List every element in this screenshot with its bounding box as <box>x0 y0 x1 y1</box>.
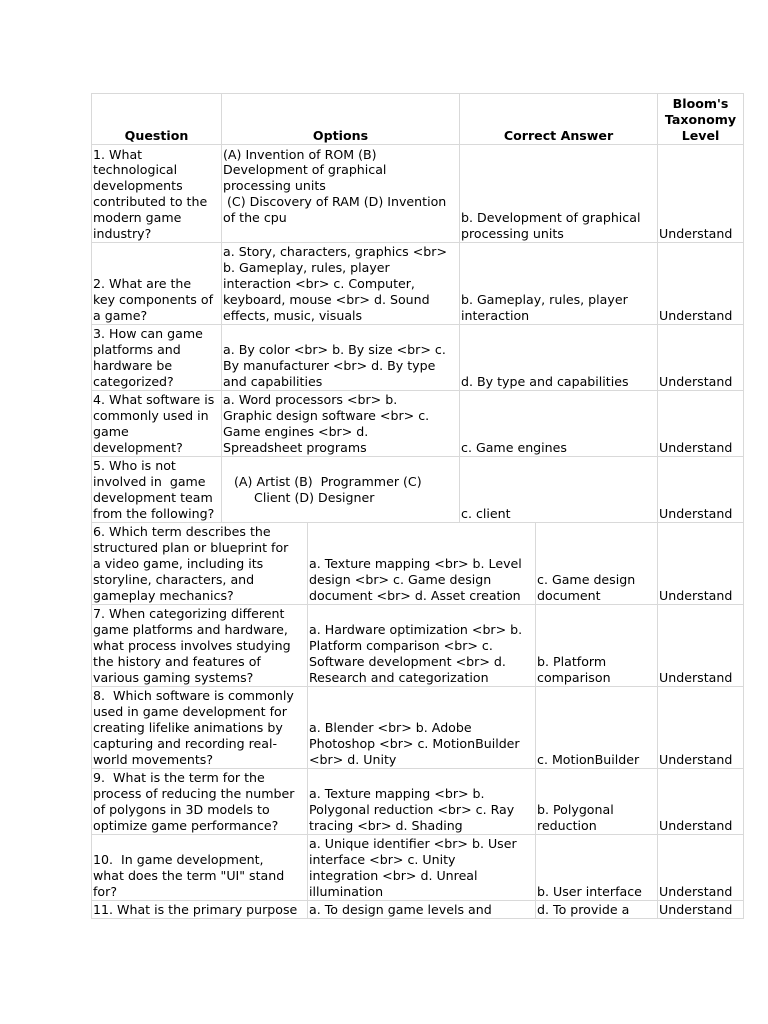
options-cell: a. Story, characters, graphics <br> b. Gameplay, rules, player interaction <br> c. Computer, keyboard, mouse <br> d. Sound effects, music, visuals <box>222 243 460 325</box>
header-options: Options <box>222 94 460 145</box>
question-cell: 9. What is the term for the process of reducing the number of polygons in 3D models to optimize game performance? <box>92 769 308 835</box>
level-cell: Understand <box>658 835 744 901</box>
level-cell: Understand <box>658 769 744 835</box>
answer-cell: d. To provide a <box>536 901 658 919</box>
options-cell: a. By color <br> b. By size <br> c. By manufacturer <br> d. By type and capabilities <box>222 325 460 391</box>
table-row <box>92 769 744 835</box>
level-cell: Understand <box>658 145 744 243</box>
header-question: Question <box>92 94 222 145</box>
answer-cell: c. MotionBuilder <box>536 687 658 769</box>
options-cell: a. Hardware optimization <br> b. Platform comparison <br> c. Software development <br> d. Research and categorization <box>308 605 536 687</box>
level-cell: Understand <box>658 523 744 605</box>
options-cell: a. To design game levels and <box>308 901 536 919</box>
question-cell: 7. When categorizing different game platforms and hardware, what process involves studying the history and features of various gaming systems? <box>92 605 308 687</box>
level-cell: Understand <box>658 687 744 769</box>
table-row <box>92 835 744 901</box>
options-cell: (A) Invention of ROM (B) Development of graphical processing units (C) Discovery of RAM (D) Invention of the cpu <box>222 145 460 243</box>
table-row <box>92 145 744 243</box>
table-row <box>92 391 744 457</box>
question-cell: 10. In game development, what does the term "UI" stand for? <box>92 835 308 901</box>
header-correct-answer: Correct Answer <box>460 94 658 145</box>
question-cell: 3. How can game platforms and hardware be categorized? <box>92 325 222 391</box>
options-cell: (A) Artist (B) Programmer (C) Client (D) Designer <box>222 457 460 523</box>
answer-cell: c. Game engines <box>460 391 658 457</box>
table-row <box>92 687 744 769</box>
options-cell: a. Word processors <br> b. Graphic design software <br> c. Game engines <br> d. Spreadsheet programs <box>222 391 460 457</box>
answer-cell: c. Game design document <box>536 523 658 605</box>
level-cell: Understand <box>658 243 744 325</box>
question-cell: 8. Which software is commonly used in game development for creating lifelike animations by capturing and recording real- world movements? <box>92 687 308 769</box>
level-cell: Understand <box>658 325 744 391</box>
options-cell: a. Texture mapping <br> b. Polygonal reduction <br> c. Ray tracing <br> d. Shading <box>308 769 536 835</box>
table-row <box>92 901 744 919</box>
answer-cell: c. client <box>460 457 658 523</box>
question-cell: 4. What software is commonly used in game development? <box>92 391 222 457</box>
question-cell: 6. Which term describes the structured plan or blueprint for a video game, including its storyline, characters, and gameplay mechanics? <box>92 523 308 605</box>
question-cell: 5. Who is not involved in game development team from the following? <box>92 457 222 523</box>
header-bloom-level: Bloom's Taxonomy Level <box>658 94 744 145</box>
answer-cell: b. User interface <box>536 835 658 901</box>
options-cell: a. Blender <br> b. Adobe Photoshop <br> c. MotionBuilder <br> d. Unity <box>308 687 536 769</box>
level-cell: Understand <box>658 391 744 457</box>
level-cell: Understand <box>658 901 744 919</box>
table-row <box>92 457 744 523</box>
options-cell: a. Unique identifier <br> b. User interface <br> c. Unity integration <br> d. Unreal illumination <box>308 835 536 901</box>
answer-cell: d. By type and capabilities <box>460 325 658 391</box>
answer-cell: b. Platform comparison <box>536 605 658 687</box>
answer-cell: b. Development of graphical processing units <box>460 145 658 243</box>
level-cell: Understand <box>658 605 744 687</box>
question-cell: 2. What are the key components of a game? <box>92 243 222 325</box>
options-cell: a. Texture mapping <br> b. Level design <br> c. Game design document <br> d. Asset creation <box>308 523 536 605</box>
questions-table <box>91 93 744 919</box>
table-row <box>92 605 744 687</box>
table-row <box>92 243 744 325</box>
answer-cell: b. Gameplay, rules, player interaction <box>460 243 658 325</box>
table-row <box>92 325 744 391</box>
level-cell: Understand <box>658 457 744 523</box>
question-cell: 1. What technological developments contributed to the modern game industry? <box>92 145 222 243</box>
header-row <box>92 94 744 145</box>
answer-cell: b. Polygonal reduction <box>536 769 658 835</box>
table-row <box>92 523 744 605</box>
question-cell: 11. What is the primary purpose <box>92 901 308 919</box>
